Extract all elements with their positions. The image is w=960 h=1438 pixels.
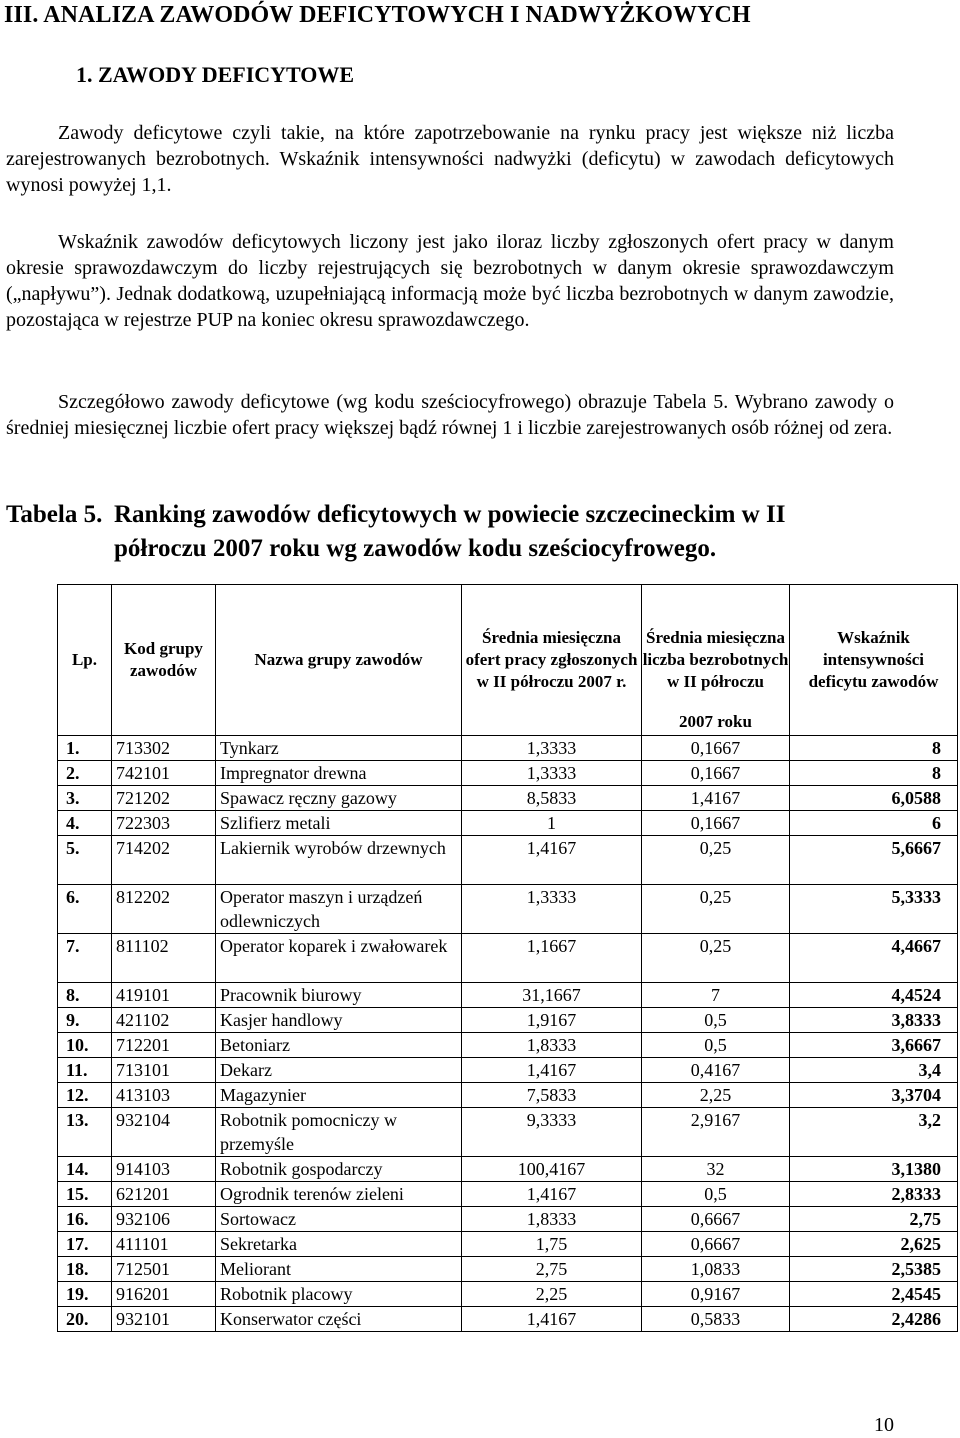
cell-offers: 1 xyxy=(462,811,642,836)
cell-code: 714202 xyxy=(112,836,216,885)
cell-lp: 16. xyxy=(58,1207,112,1232)
cell-name: Robotnik placowy xyxy=(216,1282,462,1307)
cell-code: 742101 xyxy=(112,761,216,786)
cell-offers: 1,1667 xyxy=(462,934,642,983)
cell-ratio: 5,6667 xyxy=(790,836,958,885)
cell-code: 932104 xyxy=(112,1108,216,1157)
cell-offers: 1,4167 xyxy=(462,1182,642,1207)
cell-name: Impregnator drewna xyxy=(216,761,462,786)
cell-name: Ogrodnik terenów zieleni xyxy=(216,1182,462,1207)
table-row xyxy=(58,1282,958,1307)
cell-offers: 2,25 xyxy=(462,1282,642,1307)
table-row xyxy=(58,1257,958,1282)
header-ratio: Wskaźnik intensywności deficytu zawodów xyxy=(790,585,958,736)
cell-unemployed: 0,5833 xyxy=(642,1307,790,1332)
cell-offers: 31,1667 xyxy=(462,983,642,1008)
table-row xyxy=(58,1182,958,1207)
cell-name: Sekretarka xyxy=(216,1232,462,1257)
cell-ratio: 3,2 xyxy=(790,1108,958,1157)
cell-code: 916201 xyxy=(112,1282,216,1307)
cell-name: Dekarz xyxy=(216,1058,462,1083)
header-unemployed-text: Średnia miesięczna liczba bezrobotnych w II półroczu xyxy=(642,628,789,691)
cell-offers: 7,5833 xyxy=(462,1083,642,1108)
cell-unemployed: 0,9167 xyxy=(642,1282,790,1307)
cell-unemployed: 0,1667 xyxy=(642,736,790,761)
cell-ratio: 3,1380 xyxy=(790,1157,958,1182)
cell-unemployed: 0,25 xyxy=(642,885,790,934)
cell-code: 713101 xyxy=(112,1058,216,1083)
cell-unemployed: 0,1667 xyxy=(642,811,790,836)
cell-code: 413103 xyxy=(112,1083,216,1108)
cell-unemployed: 0,25 xyxy=(642,934,790,983)
cell-name: Spawacz ręczny gazowy xyxy=(216,786,462,811)
table-row xyxy=(58,1058,958,1083)
cell-unemployed: 1,4167 xyxy=(642,786,790,811)
cell-code: 421102 xyxy=(112,1008,216,1033)
cell-lp: 17. xyxy=(58,1232,112,1257)
cell-name: Sortowacz xyxy=(216,1207,462,1232)
cell-lp: 3. xyxy=(58,786,112,811)
cell-name: Magazynier xyxy=(216,1083,462,1108)
cell-ratio: 2,5385 xyxy=(790,1257,958,1282)
cell-name: Robotnik gospodarczy xyxy=(216,1157,462,1182)
table-row xyxy=(58,1033,958,1058)
cell-code: 932101 xyxy=(112,1307,216,1332)
cell-offers: 8,5833 xyxy=(462,786,642,811)
table-row xyxy=(58,1232,958,1257)
table-row xyxy=(58,1157,958,1182)
cell-unemployed: 0,5 xyxy=(642,1182,790,1207)
cell-name: Tynkarz xyxy=(216,736,462,761)
cell-ratio: 3,4 xyxy=(790,1058,958,1083)
cell-ratio: 6 xyxy=(790,811,958,836)
cell-offers: 1,8333 xyxy=(462,1207,642,1232)
header-unemployed xyxy=(642,585,790,736)
cell-code: 811102 xyxy=(112,934,216,983)
cell-ratio: 3,6667 xyxy=(790,1033,958,1058)
cell-name: Meliorant xyxy=(216,1257,462,1282)
cell-unemployed: 1,0833 xyxy=(642,1257,790,1282)
cell-ratio: 2,4286 xyxy=(790,1307,958,1332)
cell-offers: 1,4167 xyxy=(462,1058,642,1083)
table-caption xyxy=(6,498,906,566)
cell-name: Kasjer handlowy xyxy=(216,1008,462,1033)
cell-ratio: 2,8333 xyxy=(790,1182,958,1207)
cell-name: Konserwator części xyxy=(216,1307,462,1332)
cell-offers: 2,75 xyxy=(462,1257,642,1282)
cell-offers: 9,3333 xyxy=(462,1108,642,1157)
cell-unemployed: 32 xyxy=(642,1157,790,1182)
table-row xyxy=(58,836,958,885)
cell-lp: 18. xyxy=(58,1257,112,1282)
cell-ratio: 4,4524 xyxy=(790,983,958,1008)
cell-lp: 10. xyxy=(58,1033,112,1058)
cell-lp: 19. xyxy=(58,1282,112,1307)
cell-unemployed: 7 xyxy=(642,983,790,1008)
cell-offers: 1,75 xyxy=(462,1232,642,1257)
cell-offers: 1,4167 xyxy=(462,836,642,885)
cell-ratio: 8 xyxy=(790,761,958,786)
cell-unemployed: 0,5 xyxy=(642,1008,790,1033)
header-name: Nazwa grupy zawodów xyxy=(216,585,462,736)
cell-ratio: 2,625 xyxy=(790,1232,958,1257)
table-row xyxy=(58,885,958,934)
table-row xyxy=(58,1108,958,1157)
table-row xyxy=(58,761,958,786)
cell-code: 932106 xyxy=(112,1207,216,1232)
cell-code: 621201 xyxy=(112,1182,216,1207)
cell-name: Operator koparek i zwałowarek xyxy=(216,934,462,983)
table-caption-line1: Ranking zawodów deficytowych w powiecie szczecineckim w II xyxy=(114,501,786,528)
subsection-heading: 1. ZAWODY DEFICYTOWE xyxy=(76,62,355,87)
cell-lp: 15. xyxy=(58,1182,112,1207)
cell-name: Pracownik biurowy xyxy=(216,983,462,1008)
cell-name: Operator maszyn i urządzeń odlewniczych xyxy=(216,885,462,934)
paragraph-method: Wskaźnik zawodów deficytowych liczony jest jako iloraz liczby zgłoszonych ofert pracy w danym okresie sprawozdawczym do liczby rejestrujących się bezrobotnych w danym okresie sprawozdawczym („napływu”). Jednak dodatkową, uzupełniającą informacją może być liczba bezrobotnych w danym zawodzie, pozostająca w rejestrze PUP na koniec okresu sprawozdawczego. xyxy=(6,231,894,331)
cell-unemployed: 0,4167 xyxy=(642,1058,790,1083)
table-row xyxy=(58,736,958,761)
cell-lp: 6. xyxy=(58,885,112,934)
table-header-row xyxy=(58,585,958,736)
cell-code: 411101 xyxy=(112,1232,216,1257)
cell-lp: 13. xyxy=(58,1108,112,1157)
cell-lp: 11. xyxy=(58,1058,112,1083)
section-heading: III. ANALIZA ZAWODÓW DEFICYTOWYCH I NADWYŻKOWYCH xyxy=(4,2,751,28)
cell-ratio: 2,75 xyxy=(790,1207,958,1232)
cell-lp: 8. xyxy=(58,983,112,1008)
deficit-occupations-table xyxy=(57,584,958,1332)
cell-lp: 12. xyxy=(58,1083,112,1108)
table-row xyxy=(58,983,958,1008)
header-offers: Średnia miesięczna ofert pracy zgłoszonych w II półroczu 2007 r. xyxy=(462,585,642,736)
cell-offers: 1,8333 xyxy=(462,1033,642,1058)
cell-lp: 14. xyxy=(58,1157,112,1182)
cell-offers: 1,4167 xyxy=(462,1307,642,1332)
cell-code: 712201 xyxy=(112,1033,216,1058)
table-caption-label: Tabela 5. xyxy=(6,501,103,528)
cell-unemployed: 2,25 xyxy=(642,1083,790,1108)
cell-code: 812202 xyxy=(112,885,216,934)
table-row xyxy=(58,1207,958,1232)
cell-ratio: 2,4545 xyxy=(790,1282,958,1307)
cell-name: Robotnik pomocniczy w przemyśle xyxy=(216,1108,462,1157)
cell-lp: 5. xyxy=(58,836,112,885)
cell-code: 712501 xyxy=(112,1257,216,1282)
cell-unemployed: 0,25 xyxy=(642,836,790,885)
header-lp: Lp. xyxy=(58,585,112,736)
table-row xyxy=(58,934,958,983)
table-row xyxy=(58,1008,958,1033)
cell-ratio: 6,0588 xyxy=(790,786,958,811)
table-row xyxy=(58,811,958,836)
cell-code: 713302 xyxy=(112,736,216,761)
paragraph-selection: Szczegółowo zawody deficytowe (wg kodu sześciocyfrowego) obrazuje Tabela 5. Wybrano zawody o średniej miesięcznej liczbie ofert pracy większej bądź równej 1 i liczbie zarejestrowanych osób różnej od zera. xyxy=(6,391,894,439)
cell-ratio: 3,8333 xyxy=(790,1008,958,1033)
cell-ratio: 4,4667 xyxy=(790,934,958,983)
cell-code: 721202 xyxy=(112,786,216,811)
cell-unemployed: 0,5 xyxy=(642,1033,790,1058)
cell-unemployed: 0,6667 xyxy=(642,1207,790,1232)
cell-offers: 1,9167 xyxy=(462,1008,642,1033)
cell-ratio: 5,3333 xyxy=(790,885,958,934)
paragraph-definition: Zawody deficytowe czyli takie, na które zapotrzebowanie na rynku pracy jest większe niż liczba zarejestrowanych bezrobotnych. Wskaźnik intensywności nadwyżki (deficytu) w zawodach deficytowych wynosi powyżej 1,1. xyxy=(6,122,894,196)
page-number: 10 xyxy=(874,1414,894,1436)
table-row xyxy=(58,1307,958,1332)
cell-unemployed: 2,9167 xyxy=(642,1108,790,1157)
table-body xyxy=(58,736,958,1332)
cell-unemployed: 0,1667 xyxy=(642,761,790,786)
table-caption-line2: półroczu 2007 roku wg zawodów kodu sześciocyfrowego. xyxy=(114,535,717,562)
cell-lp: 7. xyxy=(58,934,112,983)
table-row xyxy=(58,1083,958,1108)
cell-offers: 1,3333 xyxy=(462,761,642,786)
header-code: Kod grupy zawodów xyxy=(112,585,216,736)
cell-name: Szlifierz metali xyxy=(216,811,462,836)
cell-ratio: 8 xyxy=(790,736,958,761)
cell-offers: 1,3333 xyxy=(462,885,642,934)
cell-offers: 1,3333 xyxy=(462,736,642,761)
cell-lp: 9. xyxy=(58,1008,112,1033)
header-unemployed-period: 2007 roku xyxy=(679,712,752,731)
cell-unemployed: 0,6667 xyxy=(642,1232,790,1257)
cell-name: Betoniarz xyxy=(216,1033,462,1058)
cell-lp: 20. xyxy=(58,1307,112,1332)
cell-code: 914103 xyxy=(112,1157,216,1182)
cell-code: 722303 xyxy=(112,811,216,836)
cell-ratio: 3,3704 xyxy=(790,1083,958,1108)
cell-code: 419101 xyxy=(112,983,216,1008)
cell-lp: 4. xyxy=(58,811,112,836)
cell-offers: 100,4167 xyxy=(462,1157,642,1182)
table-row xyxy=(58,786,958,811)
cell-lp: 1. xyxy=(58,736,112,761)
cell-name: Lakiernik wyrobów drzewnych xyxy=(216,836,462,885)
cell-lp: 2. xyxy=(58,761,112,786)
